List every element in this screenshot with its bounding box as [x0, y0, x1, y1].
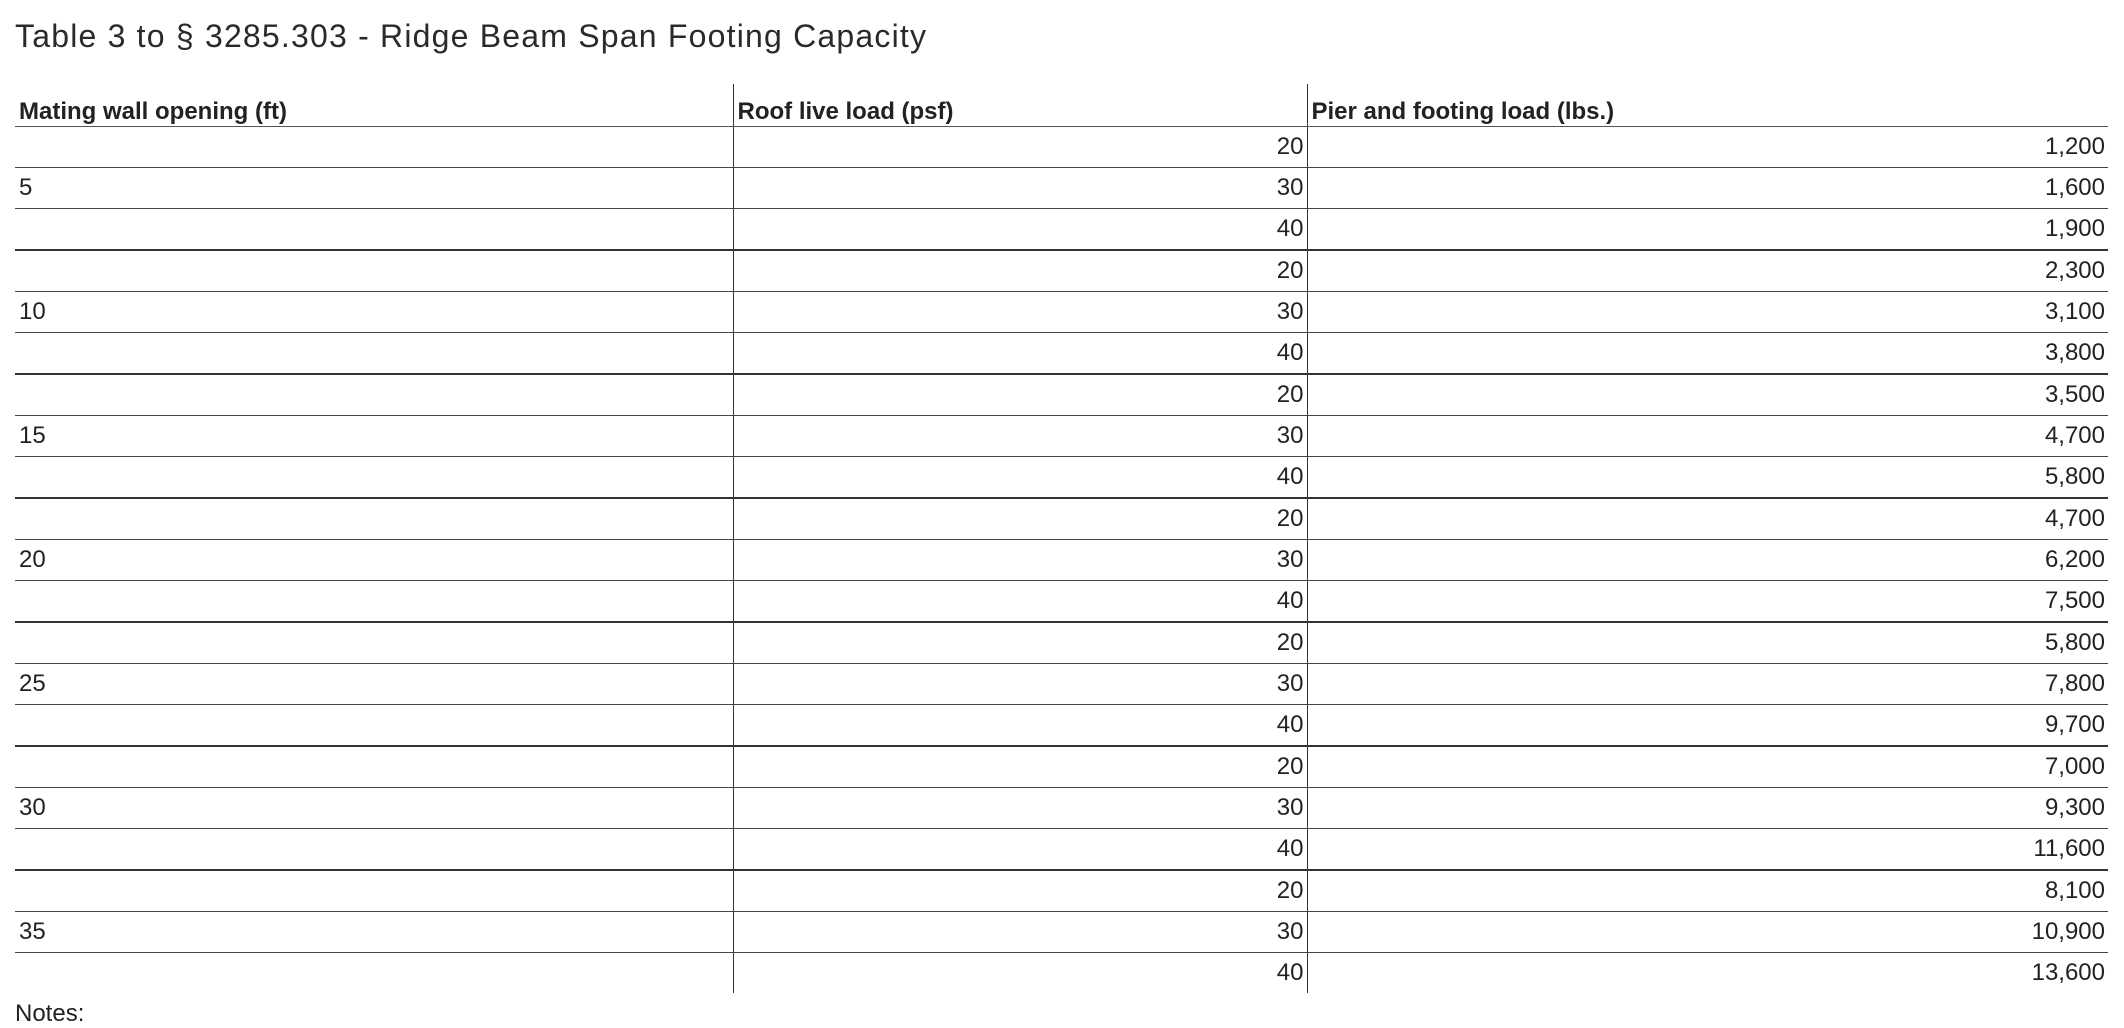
- cell-wall-opening: [15, 746, 733, 788]
- cell-wall-opening: [15, 127, 733, 168]
- cell-footing-load: 7,500: [1307, 581, 2108, 623]
- notes-label: Notes:: [15, 1000, 85, 1027]
- cell-footing-load: 2,300: [1307, 250, 2108, 292]
- table-row: [15, 498, 2108, 540]
- cell-wall-opening: [15, 374, 733, 416]
- cell-roof-live-load: 40: [733, 953, 1307, 994]
- cell-wall-opening: [15, 953, 733, 994]
- cell-footing-load: 10,900: [1307, 912, 2108, 953]
- table-row: [15, 209, 2108, 251]
- table-row: [15, 292, 2108, 333]
- table-row: [15, 622, 2108, 664]
- cell-wall-opening: [15, 498, 733, 540]
- cell-wall-opening: [15, 333, 733, 375]
- cell-wall-opening: [15, 705, 733, 747]
- cell-footing-load: 3,100: [1307, 292, 2108, 333]
- table-row: [15, 127, 2108, 168]
- cell-footing-load: 1,600: [1307, 168, 2108, 209]
- cell-footing-load: 9,300: [1307, 788, 2108, 829]
- cell-roof-live-load: 30: [733, 788, 1307, 829]
- column-header-opening: Mating wall opening (ft): [15, 84, 733, 127]
- table-row: [15, 746, 2108, 788]
- cell-footing-load: 5,800: [1307, 457, 2108, 499]
- cell-roof-live-load: 20: [733, 870, 1307, 912]
- table-row: [15, 912, 2108, 953]
- cell-wall-opening: 5: [15, 168, 733, 209]
- cell-wall-opening: 35: [15, 912, 733, 953]
- cell-wall-opening: 25: [15, 664, 733, 705]
- cell-footing-load: 4,700: [1307, 498, 2108, 540]
- cell-footing-load: 7,800: [1307, 664, 2108, 705]
- cell-roof-live-load: 30: [733, 912, 1307, 953]
- table-row: [15, 374, 2108, 416]
- cell-footing-load: 4,700: [1307, 416, 2108, 457]
- cell-wall-opening: [15, 581, 733, 623]
- table-row: [15, 457, 2108, 499]
- footing-capacity-table: [15, 84, 2108, 993]
- cell-roof-live-load: 30: [733, 664, 1307, 705]
- cell-wall-opening: [15, 829, 733, 871]
- cell-wall-opening: 10: [15, 292, 733, 333]
- cell-footing-load: 5,800: [1307, 622, 2108, 664]
- cell-roof-live-load: 30: [733, 416, 1307, 457]
- cell-roof-live-load: 20: [733, 374, 1307, 416]
- cell-roof-live-load: 20: [733, 498, 1307, 540]
- cell-footing-load: 3,800: [1307, 333, 2108, 375]
- table-row: [15, 953, 2108, 994]
- table-row: [15, 540, 2108, 581]
- cell-footing-load: 6,200: [1307, 540, 2108, 581]
- table-row: [15, 416, 2108, 457]
- cell-wall-opening: [15, 457, 733, 499]
- cell-roof-live-load: 40: [733, 581, 1307, 623]
- cell-wall-opening: [15, 622, 733, 664]
- cell-wall-opening: [15, 870, 733, 912]
- cell-footing-load: 1,900: [1307, 209, 2108, 251]
- cell-wall-opening: 30: [15, 788, 733, 829]
- column-header-roof-load: Roof live load (psf): [733, 84, 1307, 127]
- table-row: [15, 705, 2108, 747]
- table-row: [15, 870, 2108, 912]
- column-header-footing-load: Pier and footing load (lbs.): [1307, 84, 2108, 127]
- cell-roof-live-load: 20: [733, 622, 1307, 664]
- table-row: [15, 250, 2108, 292]
- cell-wall-opening: 15: [15, 416, 733, 457]
- table-body: [15, 127, 2108, 994]
- cell-roof-live-load: 30: [733, 540, 1307, 581]
- cell-roof-live-load: 20: [733, 250, 1307, 292]
- table-row: [15, 333, 2108, 375]
- cell-roof-live-load: 40: [733, 333, 1307, 375]
- cell-footing-load: 3,500: [1307, 374, 2108, 416]
- cell-roof-live-load: 20: [733, 127, 1307, 168]
- cell-roof-live-load: 40: [733, 457, 1307, 499]
- table-row: [15, 788, 2108, 829]
- cell-footing-load: 1,200: [1307, 127, 2108, 168]
- cell-footing-load: 9,700: [1307, 705, 2108, 747]
- cell-roof-live-load: 40: [733, 829, 1307, 871]
- cell-roof-live-load: 40: [733, 705, 1307, 747]
- table-row: [15, 829, 2108, 871]
- table-header-row: [15, 84, 2108, 127]
- cell-roof-live-load: 40: [733, 209, 1307, 251]
- table-row: [15, 168, 2108, 209]
- cell-footing-load: 11,600: [1307, 829, 2108, 871]
- cell-footing-load: 8,100: [1307, 870, 2108, 912]
- cell-roof-live-load: 20: [733, 746, 1307, 788]
- cell-wall-opening: 20: [15, 540, 733, 581]
- page-title: Table 3 to § 3285.303 - Ridge Beam Span Footing Capacity: [15, 18, 928, 54]
- table-row: [15, 581, 2108, 623]
- cell-footing-load: 13,600: [1307, 953, 2108, 994]
- cell-roof-live-load: 30: [733, 292, 1307, 333]
- cell-footing-load: 7,000: [1307, 746, 2108, 788]
- cell-roof-live-load: 30: [733, 168, 1307, 209]
- cell-wall-opening: [15, 250, 733, 292]
- cell-wall-opening: [15, 209, 733, 251]
- table-row: [15, 664, 2108, 705]
